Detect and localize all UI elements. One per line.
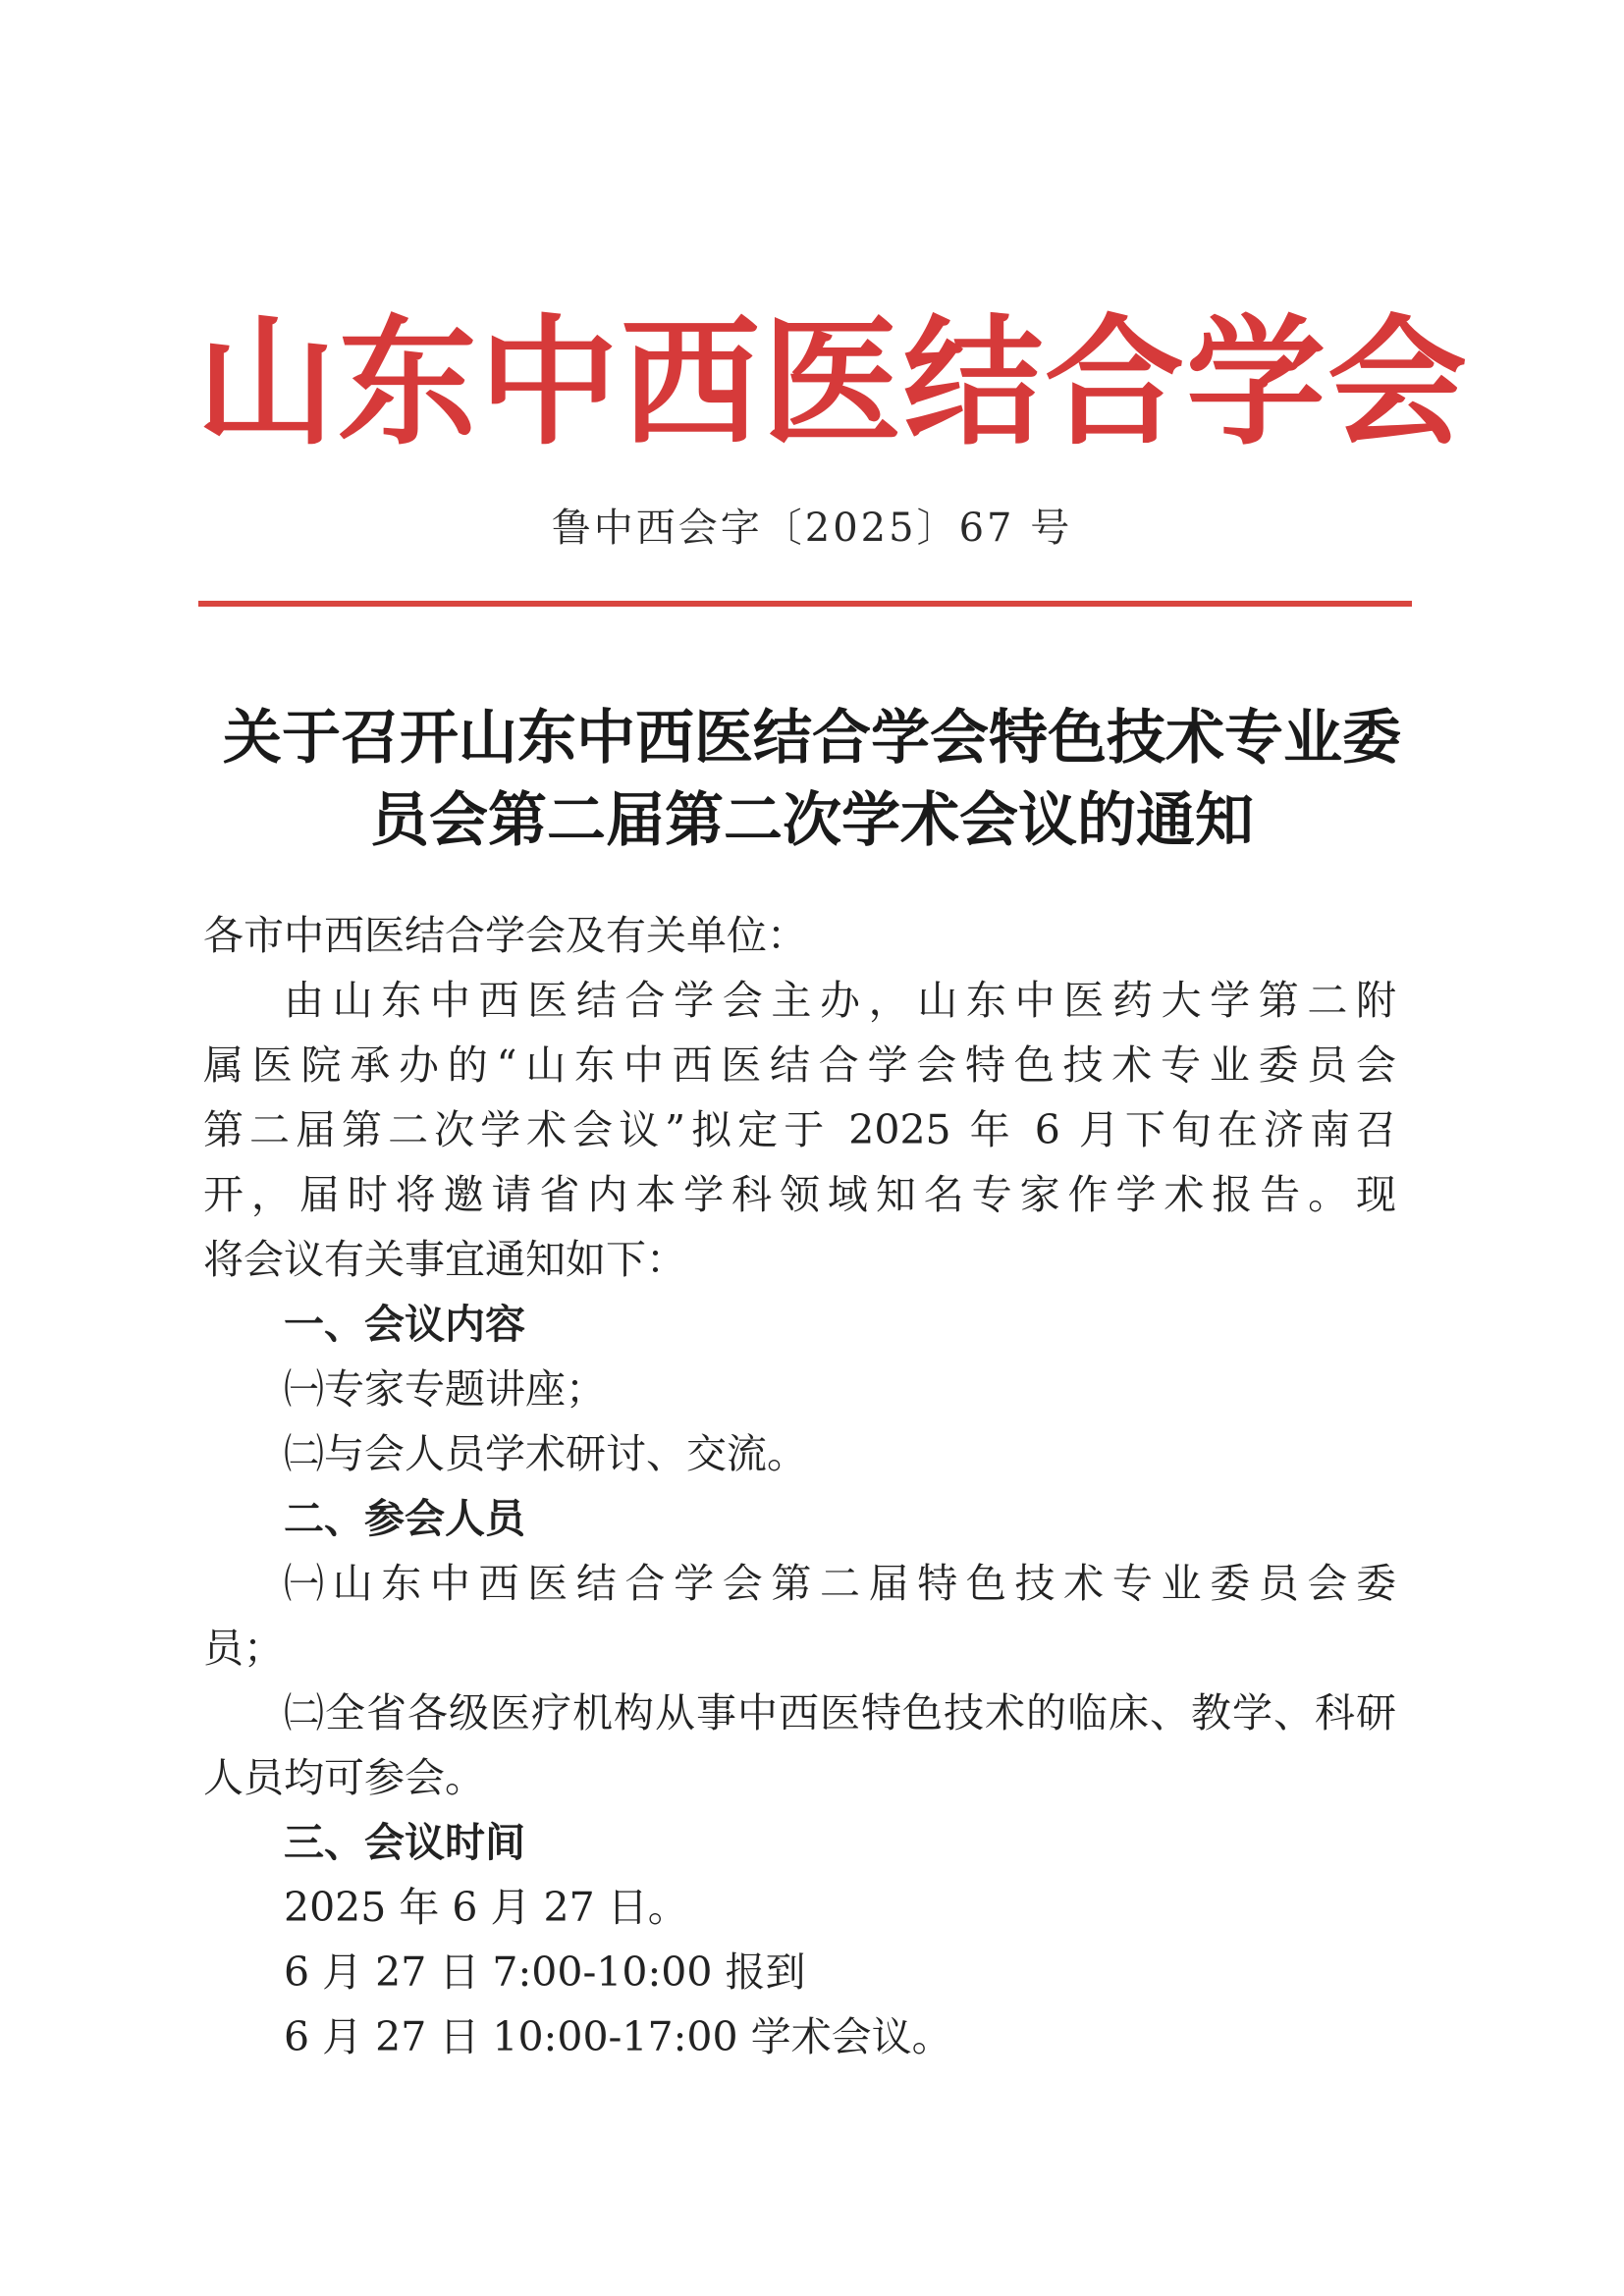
schedule-line: 6 月 27 日 7:00-10:00 报到 — [284, 1949, 806, 1996]
notice-title — [196, 697, 1428, 862]
intro-paragraph-line: 由山东中西医结合学会主办，山东中医药大学第二附 — [284, 977, 1396, 1024]
list-item: ㈡与会人员学术研讨、交流。 — [284, 1430, 807, 1477]
intro-paragraph-line: 属医院承办的“山东中西医结合学会特色技术专业委员会 — [203, 1041, 1396, 1089]
notice-title-line: 员会第二届第二次学术会议的通知 — [370, 786, 1254, 855]
list-item-line: ㈡全省各级医疗机构从事中西医特色技术的临床、教学、科研 — [284, 1689, 1396, 1736]
intro-paragraph-line: 将会议有关事宜通知如下： — [203, 1236, 686, 1283]
list-item-line: 人员均可参会。 — [203, 1754, 485, 1801]
red-divider-line — [198, 601, 1412, 607]
intro-paragraph-line: 开，届时将邀请省内本学科领域知名专家作学术报告。现 — [203, 1171, 1396, 1218]
list-item: ㈠专家专题讲座； — [284, 1365, 606, 1413]
organization-masthead: 山东中西医结合学会 — [196, 301, 1469, 464]
list-item-line: ㈠山东中西医结合学会第二届特色技术专业委员会委 — [284, 1560, 1396, 1607]
section-heading-participants: 二、参会人员 — [284, 1495, 525, 1542]
section-heading-meeting-content: 一、会议内容 — [284, 1301, 525, 1348]
intro-paragraph-line: 第二届第二次学术会议”拟定于 2025 年 6 月下旬在济南召 — [203, 1106, 1396, 1153]
schedule-line: 2025 年 6 月 27 日。 — [284, 1884, 688, 1931]
notice-body — [203, 903, 1396, 2069]
list-item-line: 员； — [203, 1625, 284, 1672]
salutation: 各市中西医结合学会及有关单位： — [203, 912, 807, 959]
section-heading-meeting-time: 三、会议时间 — [284, 1819, 525, 1866]
document-number: 鲁中西会字〔2025〕67 号 — [551, 506, 1073, 551]
schedule-line: 6 月 27 日 10:00-17:00 学术会议。 — [284, 2013, 952, 2060]
notice-title-line: 关于召开山东中西医结合学会特色技术专业委 — [223, 704, 1401, 773]
